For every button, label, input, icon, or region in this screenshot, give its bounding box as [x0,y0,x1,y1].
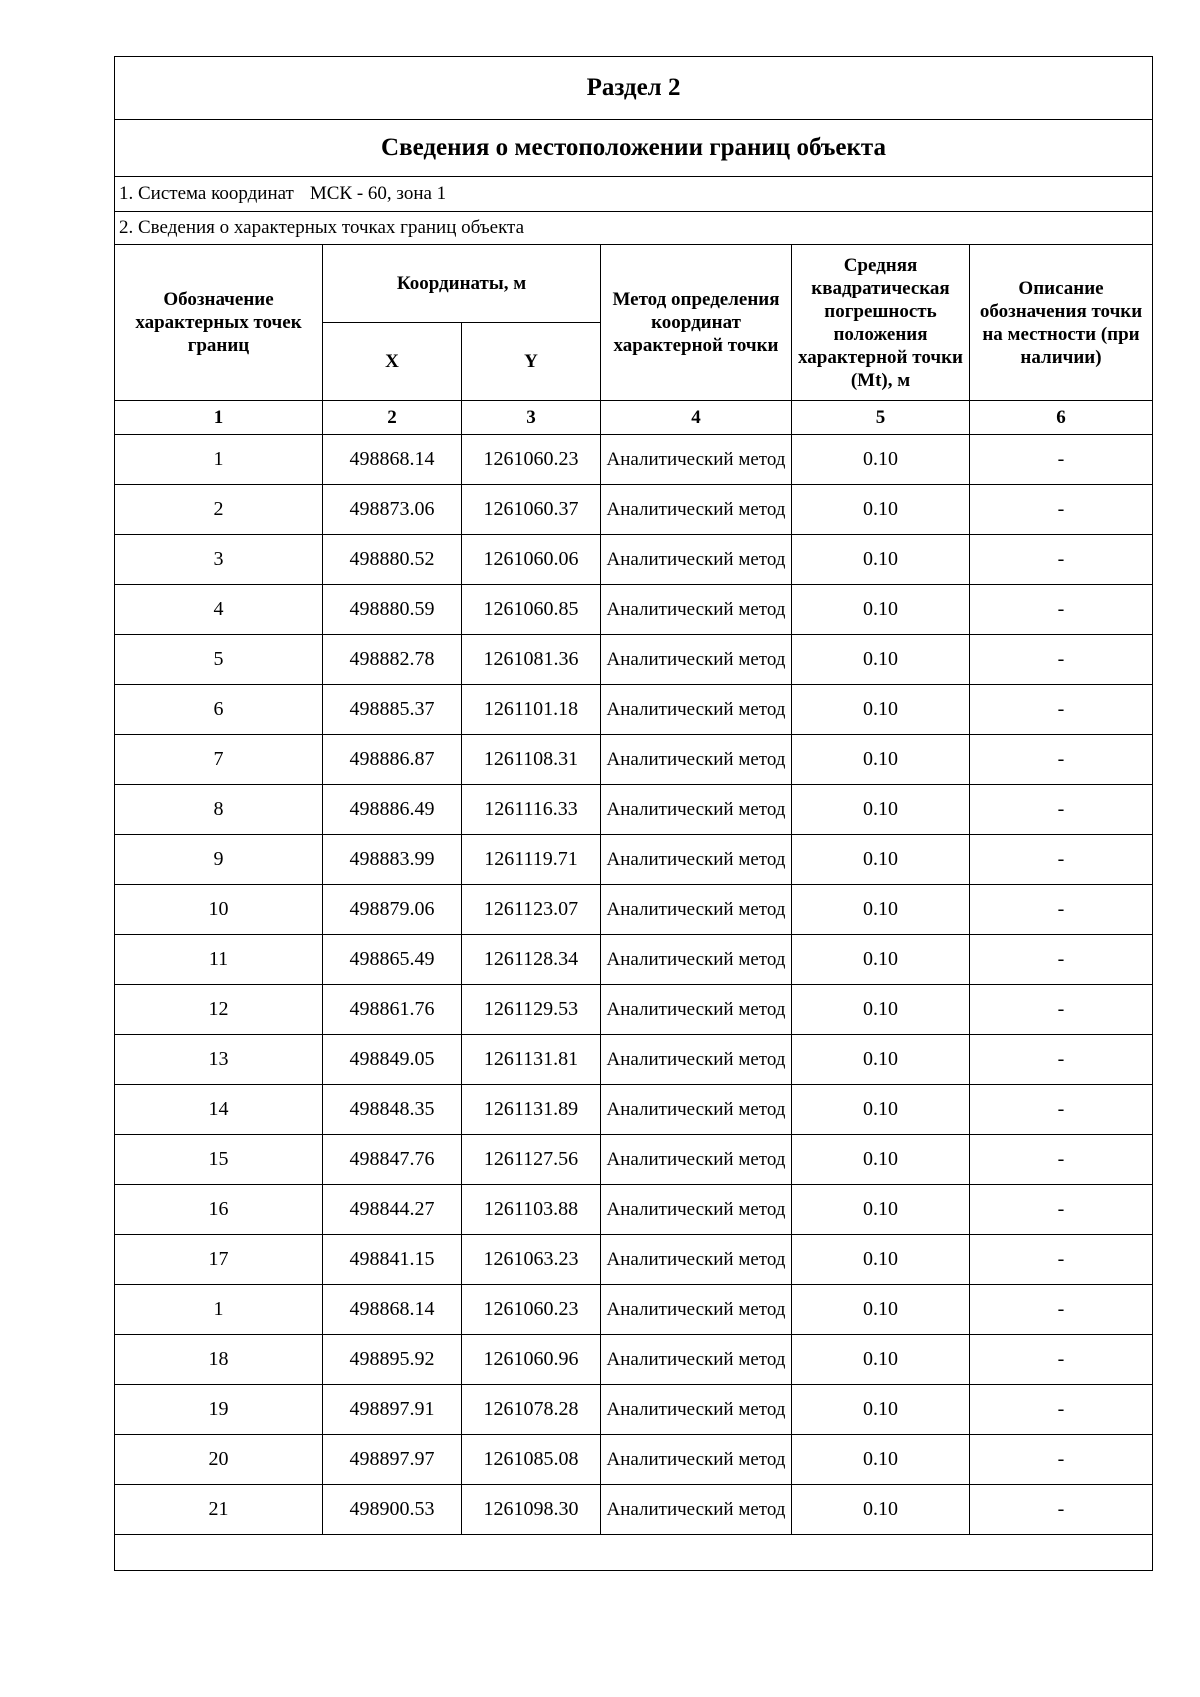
column-number: 5 [792,401,970,435]
method-cell: Аналитический метод [601,935,792,985]
header-description: Описание обозначения точки на местности (при наличии) [970,245,1153,401]
description-cell: - [970,935,1153,985]
y-coordinate-cell: 1261060.96 [462,1335,601,1385]
method-cell: Аналитический метод [601,1235,792,1285]
x-coordinate-cell: 498868.14 [323,435,462,485]
x-coordinate-cell: 498861.76 [323,985,462,1035]
error-cell: 0.10 [792,1185,970,1235]
x-coordinate-cell: 498868.14 [323,1285,462,1335]
point-cell: 4 [115,585,323,635]
description-cell: - [970,1135,1153,1185]
x-coordinate-cell: 498844.27 [323,1185,462,1235]
header-designation: Обозначение характерных точек границ [115,245,323,401]
y-coordinate-cell: 1261101.18 [462,685,601,735]
x-coordinate-cell: 498895.92 [323,1335,462,1385]
table-row [115,1385,1153,1435]
point-cell: 21 [115,1485,323,1535]
empty-row [115,1535,1153,1571]
table-row [115,1435,1153,1485]
error-cell: 0.10 [792,735,970,785]
description-cell: - [970,1185,1153,1235]
y-coordinate-cell: 1261116.33 [462,785,601,835]
error-cell: 0.10 [792,585,970,635]
coord-system-value: МСК - 60, зона 1 [309,183,447,204]
y-coordinate-cell: 1261060.23 [462,435,601,485]
error-cell: 0.10 [792,1285,970,1335]
y-coordinate-cell: 1261060.23 [462,1285,601,1335]
error-cell: 0.10 [792,1085,970,1135]
description-cell: - [970,1085,1153,1135]
header-x: X [323,323,462,401]
x-coordinate-cell: 498865.49 [323,935,462,985]
x-coordinate-cell: 498883.99 [323,835,462,885]
table-row [115,935,1153,985]
header-y: Y [462,323,601,401]
x-coordinate-cell: 498879.06 [323,885,462,935]
table-row [115,1185,1153,1235]
description-cell: - [970,585,1153,635]
point-cell: 3 [115,535,323,585]
y-coordinate-cell: 1261081.36 [462,635,601,685]
method-cell: Аналитический метод [601,1285,792,1335]
x-coordinate-cell: 498886.87 [323,735,462,785]
section-subtitle: Сведения о местоположении границ объекта [115,120,1153,177]
table-row [115,1085,1153,1135]
point-cell: 16 [115,1185,323,1235]
y-coordinate-cell: 1261123.07 [462,885,601,935]
method-cell: Аналитический метод [601,635,792,685]
method-cell: Аналитический метод [601,1385,792,1435]
error-cell: 0.10 [792,835,970,885]
point-cell: 13 [115,1035,323,1085]
error-cell: 0.10 [792,935,970,985]
error-cell: 0.10 [792,1385,970,1435]
x-coordinate-cell: 498847.76 [323,1135,462,1185]
point-cell: 2 [115,485,323,535]
error-cell: 0.10 [792,885,970,935]
point-cell: 15 [115,1135,323,1185]
error-cell: 0.10 [792,685,970,735]
table-row [115,885,1153,935]
y-coordinate-cell: 1261060.37 [462,485,601,535]
method-cell: Аналитический метод [601,1085,792,1135]
x-coordinate-cell: 498848.35 [323,1085,462,1135]
method-cell: Аналитический метод [601,535,792,585]
y-coordinate-cell: 1261131.89 [462,1085,601,1135]
point-cell: 14 [115,1085,323,1135]
boundary-table [114,56,1153,1571]
description-cell: - [970,1435,1153,1485]
method-cell: Аналитический метод [601,785,792,835]
coord-system-row [115,177,1153,212]
method-cell: Аналитический метод [601,1135,792,1185]
table-row [115,1485,1153,1535]
column-number: 2 [323,401,462,435]
method-cell: Аналитический метод [601,835,792,885]
table-row [115,535,1153,585]
table-row [115,435,1153,485]
coord-system-label: 1. Система координат [119,183,294,204]
y-coordinate-cell: 1261103.88 [462,1185,601,1235]
method-cell: Аналитический метод [601,1185,792,1235]
column-number: 6 [970,401,1153,435]
column-numbers-row [115,401,1153,435]
x-coordinate-cell: 498880.59 [323,585,462,635]
description-cell: - [970,685,1153,735]
x-coordinate-cell: 498873.06 [323,485,462,535]
document [114,56,1152,1571]
y-coordinate-cell: 1261128.34 [462,935,601,985]
method-cell: Аналитический метод [601,1035,792,1085]
empty-cell [115,1535,1153,1571]
description-cell: - [970,1035,1153,1085]
point-cell: 1 [115,1285,323,1335]
y-coordinate-cell: 1261085.08 [462,1435,601,1485]
error-cell: 0.10 [792,1435,970,1485]
error-cell: 0.10 [792,435,970,485]
description-cell: - [970,985,1153,1035]
x-coordinate-cell: 498880.52 [323,535,462,585]
point-cell: 9 [115,835,323,885]
description-cell: - [970,635,1153,685]
description-cell: - [970,1335,1153,1385]
y-coordinate-cell: 1261060.85 [462,585,601,635]
description-cell: - [970,1235,1153,1285]
section-title: Раздел 2 [115,57,1153,120]
y-coordinate-cell: 1261060.06 [462,535,601,585]
x-coordinate-cell: 498885.37 [323,685,462,735]
table-row [115,785,1153,835]
table-row [115,635,1153,685]
description-cell: - [970,1485,1153,1535]
column-number: 3 [462,401,601,435]
table-row [115,1285,1153,1335]
header-method: Метод определения координат характерной точки [601,245,792,401]
error-cell: 0.10 [792,1485,970,1535]
table-row [115,1135,1153,1185]
description-cell: - [970,1385,1153,1435]
point-cell: 8 [115,785,323,835]
y-coordinate-cell: 1261129.53 [462,985,601,1035]
column-number: 1 [115,401,323,435]
table-row [115,585,1153,635]
error-cell: 0.10 [792,985,970,1035]
y-coordinate-cell: 1261108.31 [462,735,601,785]
method-cell: Аналитический метод [601,685,792,735]
method-cell: Аналитический метод [601,885,792,935]
error-cell: 0.10 [792,1035,970,1085]
description-cell: - [970,885,1153,935]
error-cell: 0.10 [792,635,970,685]
point-cell: 18 [115,1335,323,1385]
points-info-label: 2. Сведения о характерных точках границ объекта [115,212,1153,245]
y-coordinate-cell: 1261119.71 [462,835,601,885]
description-cell: - [970,435,1153,485]
description-cell: - [970,535,1153,585]
table-row [115,685,1153,735]
error-cell: 0.10 [792,535,970,585]
point-cell: 19 [115,1385,323,1435]
x-coordinate-cell: 498897.91 [323,1385,462,1435]
x-coordinate-cell: 498849.05 [323,1035,462,1085]
point-cell: 6 [115,685,323,735]
x-coordinate-cell: 498882.78 [323,635,462,685]
x-coordinate-cell: 498886.49 [323,785,462,835]
point-cell: 20 [115,1435,323,1485]
header-error: Средняя квадратическая погрешность положения характерной точки (Mt), м [792,245,970,401]
error-cell: 0.10 [792,1235,970,1285]
method-cell: Аналитический метод [601,435,792,485]
error-cell: 0.10 [792,785,970,835]
method-cell: Аналитический метод [601,585,792,635]
y-coordinate-cell: 1261098.30 [462,1485,601,1535]
table-row [115,735,1153,785]
error-cell: 0.10 [792,1135,970,1185]
error-cell: 0.10 [792,1335,970,1385]
point-cell: 1 [115,435,323,485]
table-row [115,985,1153,1035]
x-coordinate-cell: 498841.15 [323,1235,462,1285]
point-cell: 10 [115,885,323,935]
method-cell: Аналитический метод [601,1485,792,1535]
x-coordinate-cell: 498900.53 [323,1485,462,1535]
method-cell: Аналитический метод [601,485,792,535]
table-row [115,1035,1153,1085]
x-coordinate-cell: 498897.97 [323,1435,462,1485]
table-row [115,1335,1153,1385]
table-row [115,835,1153,885]
error-cell: 0.10 [792,485,970,535]
description-cell: - [970,835,1153,885]
point-cell: 12 [115,985,323,1035]
table-row [115,485,1153,535]
y-coordinate-cell: 1261063.23 [462,1235,601,1285]
point-cell: 11 [115,935,323,985]
y-coordinate-cell: 1261078.28 [462,1385,601,1435]
point-cell: 17 [115,1235,323,1285]
method-cell: Аналитический метод [601,985,792,1035]
y-coordinate-cell: 1261127.56 [462,1135,601,1185]
description-cell: - [970,735,1153,785]
description-cell: - [970,485,1153,535]
description-cell: - [970,1285,1153,1335]
method-cell: Аналитический метод [601,1335,792,1385]
method-cell: Аналитический метод [601,1435,792,1485]
table-row [115,1235,1153,1285]
description-cell: - [970,785,1153,835]
y-coordinate-cell: 1261131.81 [462,1035,601,1085]
point-cell: 5 [115,635,323,685]
header-coordinates: Координаты, м [323,245,601,323]
point-cell: 7 [115,735,323,785]
method-cell: Аналитический метод [601,735,792,785]
column-number: 4 [601,401,792,435]
